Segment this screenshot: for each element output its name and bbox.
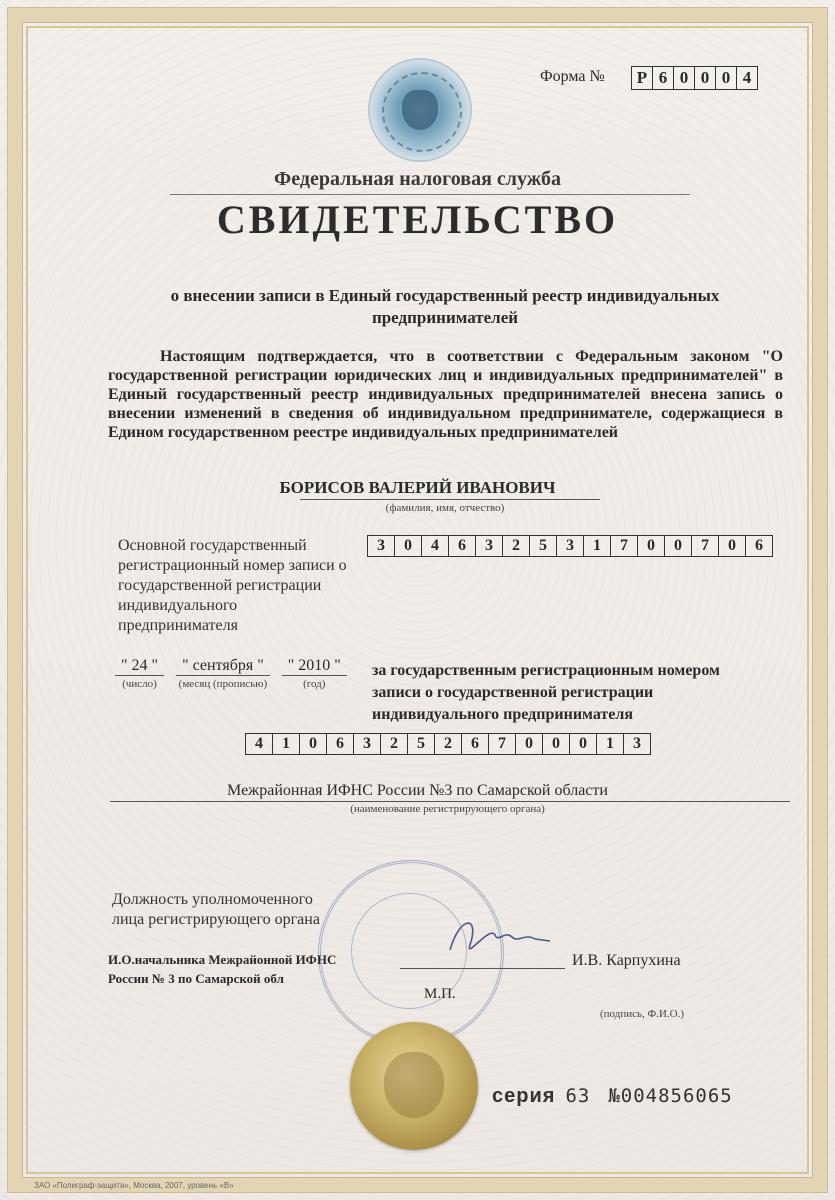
divider: [170, 194, 690, 195]
agency-name: Федеральная налоговая служба: [274, 168, 561, 190]
ogrn-digit: 6: [745, 535, 773, 557]
series-value: 63: [565, 1085, 591, 1107]
grn-digit: 4: [245, 733, 273, 755]
month-caption: (месяц (прописью): [178, 678, 268, 690]
form-code: [632, 66, 758, 90]
form-code-cell: 0: [673, 66, 695, 90]
form-code-cell: 0: [715, 66, 737, 90]
ogrn-digit: 0: [718, 535, 746, 557]
document-number: №004856065: [608, 1085, 733, 1107]
ogrn-digit: 1: [583, 535, 611, 557]
grn-digit: 0: [569, 733, 597, 755]
signer-position: И.О.начальника Межрайонной ИФНС России № 3 по Самарской обл: [108, 952, 337, 986]
hologram-emblem-icon: [370, 60, 470, 160]
grn-digit: 2: [434, 733, 462, 755]
series-label: серия: [492, 1085, 556, 1107]
ogrn-digit: 0: [664, 535, 692, 557]
signature-caption: (подпись, Ф.И.О.): [600, 1008, 684, 1020]
person-name: БОРИСОВ ВАЛЕРИЙ ИВАНОВИЧ: [279, 478, 556, 497]
authority-caption: (наименование регистрирующего органа): [350, 803, 545, 815]
grn-digit: 3: [353, 733, 381, 755]
grn-digit: 1: [272, 733, 300, 755]
grn-digit: 6: [326, 733, 354, 755]
ogrn-digit: 7: [610, 535, 638, 557]
ogrn-digit: 6: [448, 535, 476, 557]
ogrn-label: Основной государственный регистрационный номер записи о государственной регистрации индивидуального предпринимателя: [118, 537, 347, 634]
month-value: " сентября ": [176, 657, 270, 676]
grn-digit: 0: [299, 733, 327, 755]
grn-digit: 1: [596, 733, 624, 755]
date-day: [115, 657, 164, 690]
form-label: Форма №: [540, 68, 605, 85]
grn-digit: 0: [515, 733, 543, 755]
ogrn-digit: 0: [637, 535, 665, 557]
document-subtitle: о внесении записи в Единый государственный реестр индивидуальных предпринимателей: [170, 286, 720, 327]
grn-digit: 0: [542, 733, 570, 755]
form-code-cell: 4: [736, 66, 758, 90]
person-name-caption: (фамилия, имя, отчество): [385, 502, 505, 514]
day-value: " 24 ": [115, 657, 164, 676]
serial-number: [492, 1085, 733, 1108]
form-code-cell: Р: [631, 66, 653, 90]
form-code-cell: 0: [694, 66, 716, 90]
ogrn-digit: 7: [691, 535, 719, 557]
date-year: [282, 657, 347, 690]
ogrn-digit: 5: [529, 535, 557, 557]
ogrn-digit: 3: [367, 535, 395, 557]
grn-digit: 7: [488, 733, 516, 755]
grn-digit: 2: [380, 733, 408, 755]
grn-digit: 5: [407, 733, 435, 755]
grn-digit: 6: [461, 733, 489, 755]
year-value: " 2010 ": [282, 657, 347, 676]
registering-authority: Межрайонная ИФНС России №3 по Самарской области: [227, 782, 608, 799]
ogrn-digit: 3: [556, 535, 584, 557]
ogrn-digit: 3: [475, 535, 503, 557]
ogrn-number: [368, 535, 773, 557]
gold-seal-icon: [350, 1022, 478, 1150]
grn-number: [246, 733, 651, 755]
seal-place-label: М.П.: [424, 986, 456, 1002]
signer-name: И.В. Карпухина: [572, 952, 681, 969]
year-caption: (год): [303, 678, 326, 690]
signature-line: [400, 968, 565, 969]
registration-text: за государственным регистрационным номером записи о государственной регистрации индивидуального предпринимателя: [372, 662, 720, 723]
printer-note: ЗАО «Полиграф-защита», Москва, 2007, уровень «В»: [34, 1181, 234, 1190]
handwritten-signature-icon: [440, 905, 560, 965]
day-caption: (число): [122, 678, 157, 690]
confirmation-paragraph: Настоящим подтверждается, что в соответствии с Федеральным законом "О государственной регистрации юридических лиц и индивидуальных предпринимателей" в Единый государственный реестр индивидуальных предпринимателей внесена запись о внесении изменений в сведения об индивидуальном предпринимателе, содержащиеся в Едином государственном реестре индивидуальных предпринимателей: [108, 348, 783, 441]
registration-date: [115, 657, 347, 690]
form-code-cell: 6: [652, 66, 674, 90]
ogrn-digit: 0: [394, 535, 422, 557]
date-month: [176, 657, 270, 690]
ogrn-digit: 2: [502, 535, 530, 557]
divider: [110, 801, 790, 802]
authority-position-label: Должность уполномоченного лица регистрирующего органа: [112, 891, 320, 928]
divider: [300, 499, 600, 500]
document-title: СВИДЕТЕЛЬСТВО: [216, 197, 619, 242]
ogrn-digit: 4: [421, 535, 449, 557]
grn-digit: 3: [623, 733, 651, 755]
